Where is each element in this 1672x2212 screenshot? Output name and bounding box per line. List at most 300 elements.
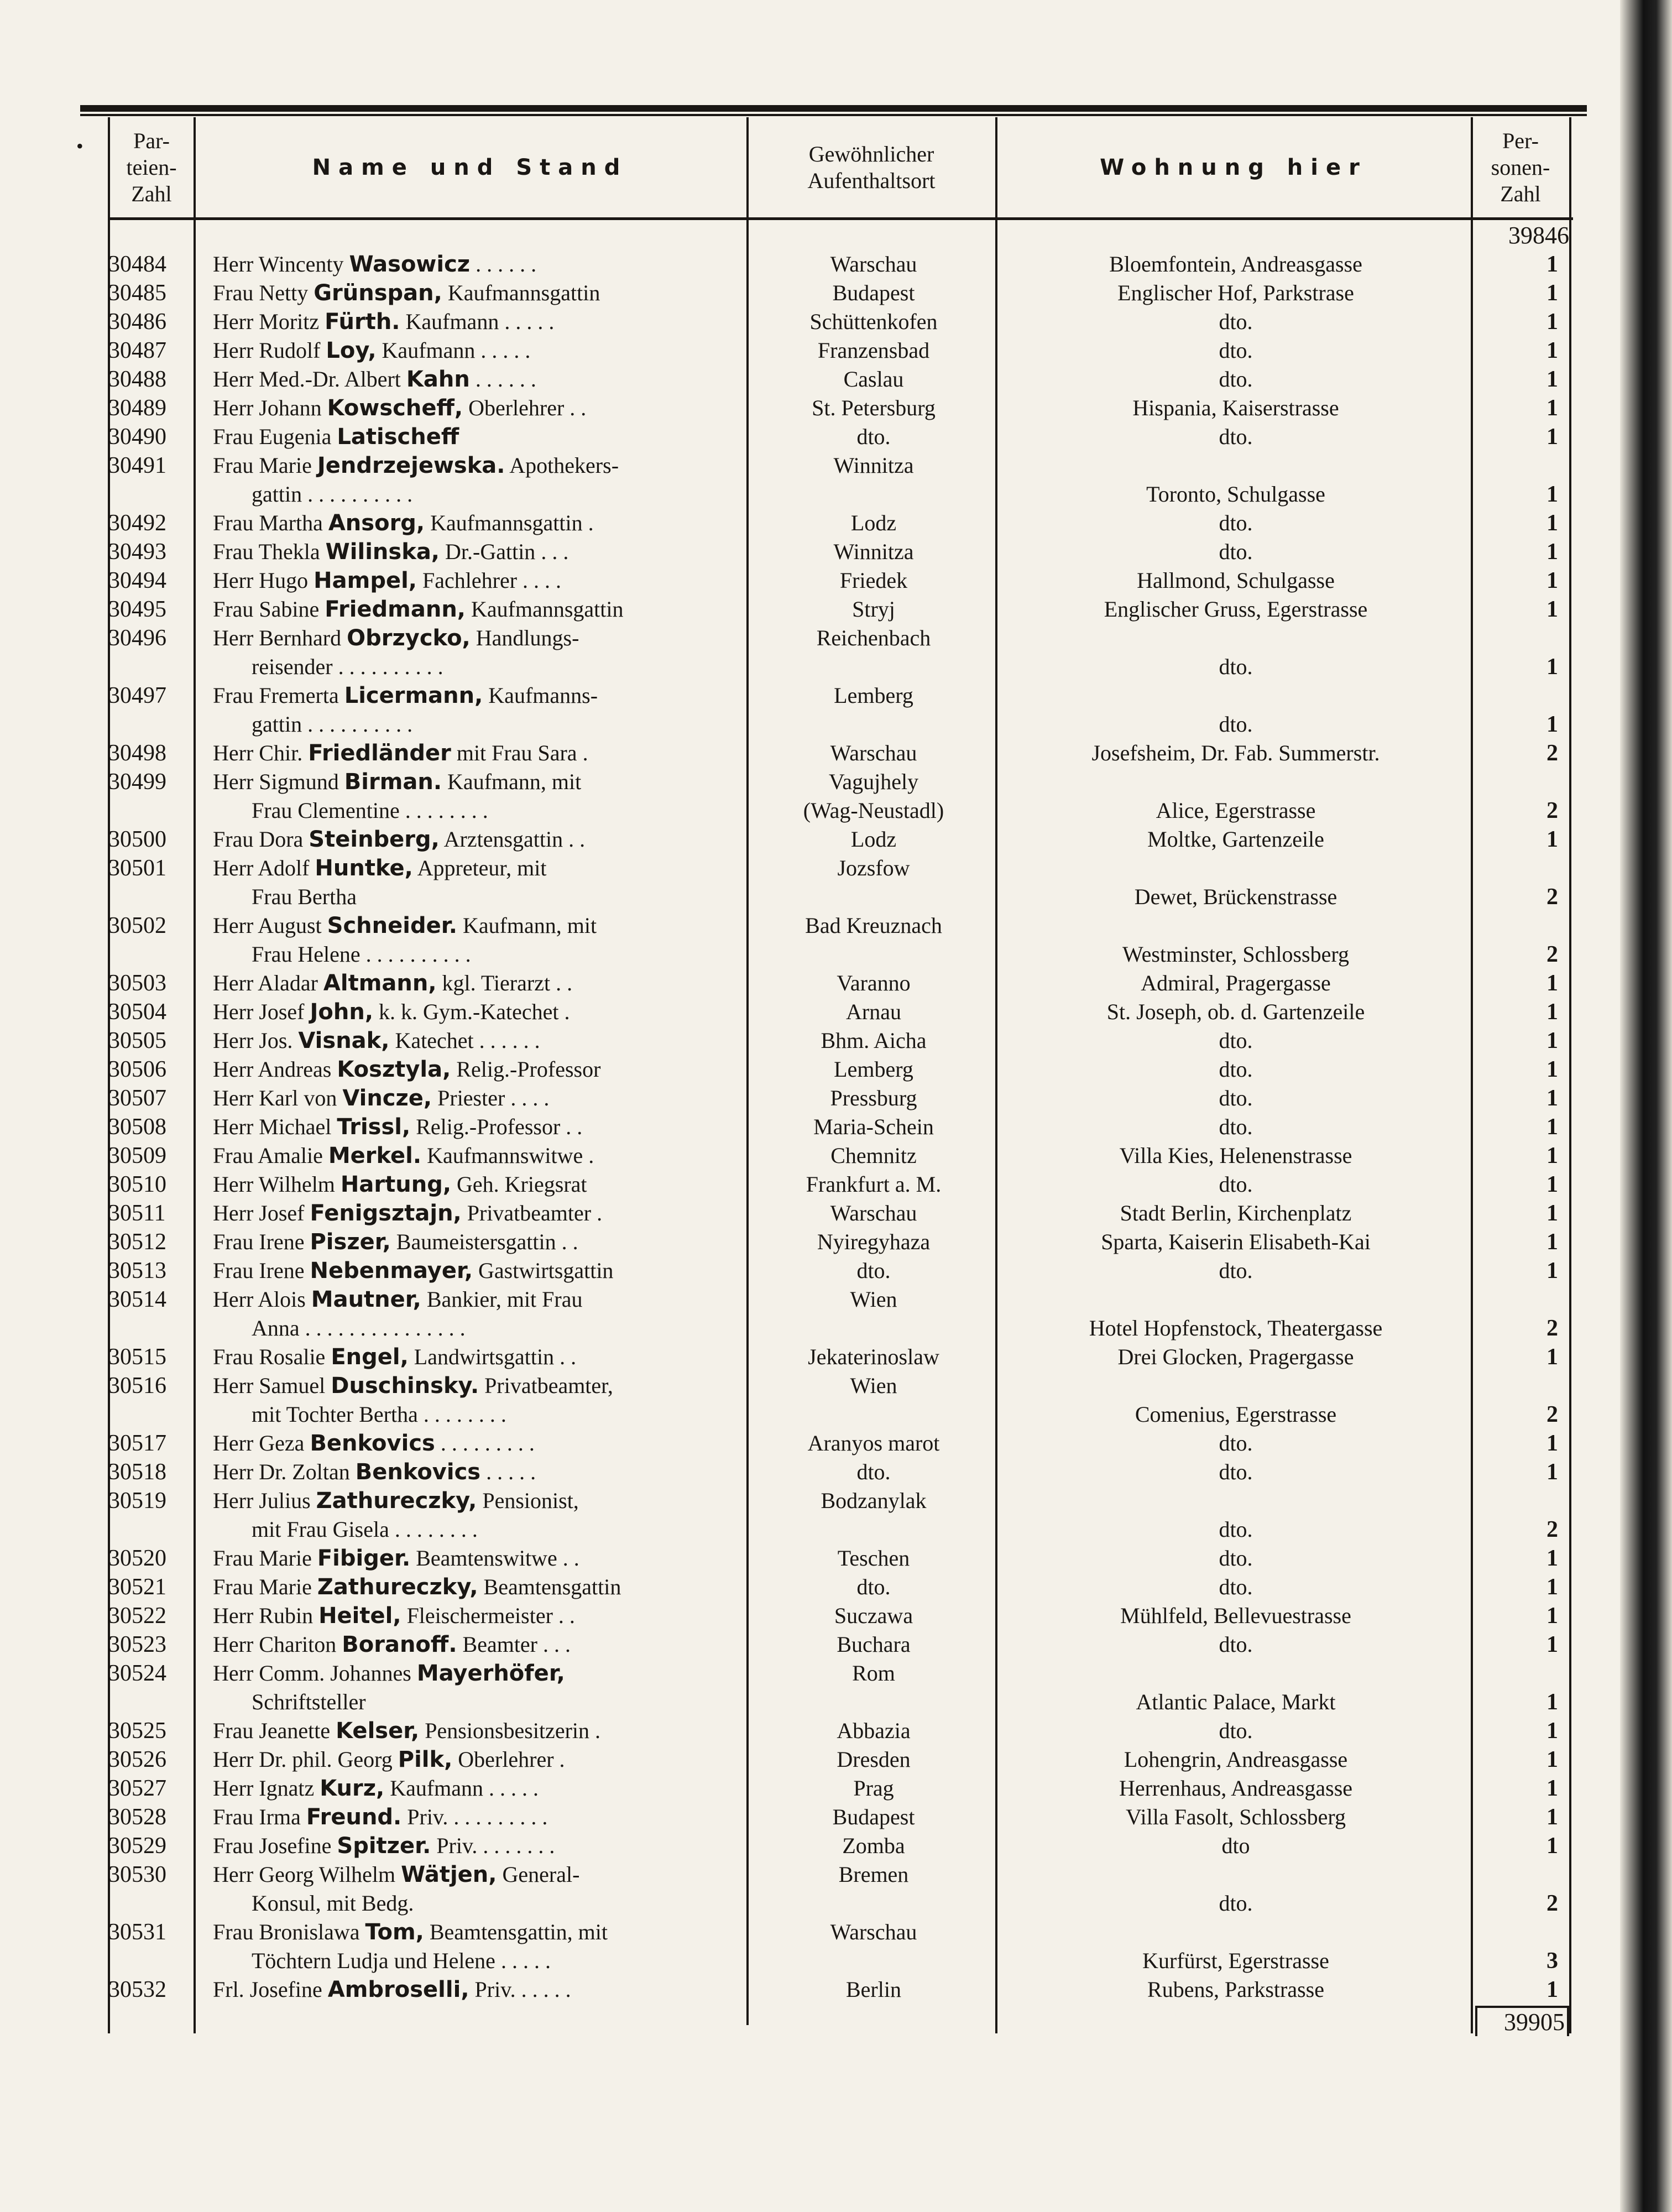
local-address: Englischer Hof, Parkstrase <box>1117 280 1354 305</box>
occupation: Kaufmannswitwe <box>421 1143 583 1168</box>
name-and-status <box>213 1717 744 1745</box>
entry-row <box>0 1803 1672 1832</box>
residence-line: (Wag-Neustadl) <box>803 798 944 823</box>
party-number: 30520 <box>108 1546 166 1571</box>
name-and-status <box>213 1544 744 1573</box>
given-name: Marie <box>259 453 312 478</box>
person-count: 1 <box>1546 1086 1558 1111</box>
leader-dots: .... <box>522 568 567 593</box>
name-and-status <box>213 307 744 336</box>
salutation: Frau <box>213 1546 254 1571</box>
local-address: Hispania, Kaiserstrasse <box>1132 395 1339 420</box>
party-number: 30502 <box>108 913 166 938</box>
given-name: Chir. <box>259 740 303 765</box>
usual-residence <box>752 1601 995 1630</box>
given-name: Andreas <box>258 1057 332 1082</box>
entry-row <box>0 1745 1672 1774</box>
entry-row <box>0 1659 1672 1717</box>
person-count: 1 <box>1546 1833 1558 1859</box>
usual-residence <box>752 1860 995 1889</box>
name-continuation <box>213 1314 744 1343</box>
name-line <box>213 1459 541 1484</box>
party-number: 30498 <box>108 740 166 766</box>
given-name: Netty <box>259 280 309 305</box>
party-number: 30513 <box>108 1258 166 1284</box>
name-and-status <box>213 911 744 969</box>
residence-line: Budapest <box>832 1804 915 1829</box>
name-and-status <box>213 1458 744 1486</box>
usual-residence <box>752 1832 995 1860</box>
header-line: Per- <box>1502 128 1539 153</box>
top-rule <box>80 105 1587 112</box>
salutation: Frau <box>213 1143 254 1168</box>
party-number: 30493 <box>108 539 166 565</box>
party-number: 30529 <box>108 1833 166 1859</box>
given-name: Julius <box>259 1488 311 1513</box>
entry-row <box>0 1458 1672 1486</box>
surname: Zathureczky, <box>317 1574 478 1600</box>
continuation-text: gattin <box>252 482 302 507</box>
person-count: 1 <box>1546 1574 1558 1600</box>
usual-residence <box>752 1343 995 1371</box>
local-address: Sparta, Kaiserin Elisabeth-Kai <box>1101 1229 1371 1254</box>
local-address: Villa Fasolt, Schlossberg <box>1126 1804 1346 1829</box>
residence-line: Warschau <box>830 252 917 276</box>
residence-line: Bodzanylak <box>821 1488 927 1513</box>
party-number: 30489 <box>108 395 166 421</box>
name-and-status <box>213 969 744 998</box>
person-count: 1 <box>1546 510 1558 536</box>
given-name: Thekla <box>258 539 320 564</box>
usual-residence <box>752 566 995 595</box>
name-line <box>213 1718 606 1743</box>
residence-line: Lemberg <box>834 683 913 708</box>
name-and-status <box>213 1285 744 1343</box>
name-and-status <box>213 1630 744 1659</box>
given-name: Alois <box>258 1287 306 1312</box>
occupation: Handlungs- <box>470 625 579 650</box>
occupation: Baumeistersgattin <box>390 1229 556 1254</box>
person-count: 1 <box>1546 971 1558 996</box>
name-line <box>213 625 579 650</box>
residence-line: Wien <box>850 1287 897 1312</box>
local-address: dto. <box>1219 1258 1253 1283</box>
local-address: Drei Glocken, Pragergasse <box>1117 1344 1354 1369</box>
name-line <box>213 1919 608 1944</box>
leader-dots: . <box>559 1747 571 1772</box>
surname: Zathureczky, <box>316 1488 477 1514</box>
entry-row <box>0 1170 1672 1199</box>
occupation: mit Frau Sara <box>451 740 577 765</box>
entry-row <box>0 1717 1672 1745</box>
usual-residence <box>752 336 995 365</box>
name-continuation <box>213 1947 744 1975</box>
surname: Kurz, <box>320 1776 385 1801</box>
local-address: Kurfürst, Egerstrasse <box>1142 1948 1329 1973</box>
given-name: Dr. phil. Georg <box>259 1747 393 1772</box>
leader-dots: ... <box>541 539 574 564</box>
name-line <box>213 1057 600 1082</box>
party-number: 30519 <box>108 1488 166 1514</box>
residence-line: Friedek <box>839 568 908 593</box>
name-and-status <box>213 681 744 739</box>
salutation: Frau <box>213 1344 254 1369</box>
residence-line: Maria-Schein <box>813 1114 934 1139</box>
carry-over-total: 39846 <box>1508 222 1569 249</box>
name-continuation <box>213 883 744 911</box>
party-number: 30488 <box>108 367 166 392</box>
local-address: dto. <box>1219 367 1253 392</box>
occupation: Bankier, mit Frau <box>421 1287 583 1312</box>
person-count: 2 <box>1546 942 1558 967</box>
entries-list <box>0 250 1672 2004</box>
party-number: 30530 <box>108 1862 166 1887</box>
name-and-status <box>213 1975 744 2004</box>
leader-dots: ........ <box>394 1517 483 1542</box>
residence-line: Dresden <box>837 1747 911 1772</box>
usual-residence <box>752 307 995 336</box>
given-name: Rubin <box>259 1603 314 1628</box>
leader-dots: ........ <box>405 798 494 823</box>
leader-dots: . <box>564 999 576 1024</box>
local-address: dto. <box>1219 1546 1253 1571</box>
person-count: 2 <box>1546 798 1558 823</box>
salutation: Herr <box>213 1114 254 1139</box>
salutation: Herr <box>213 1632 254 1657</box>
entry-row <box>0 1256 1672 1285</box>
salutation: Herr <box>213 1086 254 1110</box>
usual-residence <box>752 1918 995 1947</box>
person-count: 1 <box>1546 999 1558 1025</box>
occupation: Fleischermeister <box>401 1603 553 1628</box>
name-and-status <box>213 1026 744 1055</box>
party-number: 30509 <box>108 1143 166 1168</box>
entry-row <box>0 768 1672 825</box>
party-number: 30501 <box>108 855 166 881</box>
salutation: Frl. <box>213 1977 244 2002</box>
name-line <box>213 1143 599 1168</box>
salutation: Frau <box>213 1718 254 1743</box>
name-line <box>213 597 624 622</box>
residence-line: Winnitza <box>833 453 914 478</box>
surname: Benkovics <box>310 1431 435 1456</box>
salutation: Frau <box>213 1574 254 1599</box>
usual-residence <box>752 1544 995 1573</box>
name-continuation <box>213 1688 744 1717</box>
name-continuation <box>213 710 744 739</box>
usual-residence <box>752 595 995 624</box>
entry-row <box>0 1026 1672 1055</box>
entry-row <box>0 681 1672 739</box>
leader-dots: .... <box>510 1086 555 1110</box>
salutation: Herr <box>213 999 254 1024</box>
leader-dots: . <box>588 510 599 535</box>
salutation: Frau <box>213 539 254 564</box>
entry-row <box>0 451 1672 509</box>
name-and-status <box>213 1113 744 1141</box>
usual-residence <box>752 768 995 825</box>
surname: Fürth. <box>325 309 400 335</box>
leader-dots: ..... <box>480 338 536 363</box>
name-line <box>213 1747 571 1772</box>
person-count: 1 <box>1546 1804 1558 1830</box>
given-name: Eugenia <box>259 424 332 449</box>
local-address: Admiral, Pragergasse <box>1141 971 1331 995</box>
occupation: Priv. <box>469 1977 516 2002</box>
name-line <box>213 1258 613 1283</box>
name-line <box>213 1574 621 1599</box>
name-line <box>213 252 542 276</box>
surname: Tom, <box>365 1919 424 1945</box>
surname: Kosztyla, <box>337 1057 451 1082</box>
local-address: Villa Kies, Helenenstrasse <box>1119 1143 1352 1168</box>
party-number: 30508 <box>108 1114 166 1140</box>
local-address: Josefsheim, Dr. Fab. Summerstr. <box>1091 740 1380 765</box>
entry-row <box>0 854 1672 911</box>
name-and-status <box>213 566 744 595</box>
entry-row <box>0 250 1672 279</box>
leader-dots: .. <box>566 1114 588 1139</box>
usual-residence <box>752 998 995 1026</box>
given-name: Rudolf <box>259 338 321 363</box>
local-address: dto. <box>1219 1431 1253 1455</box>
leader-dots: .. <box>556 971 578 995</box>
residence-line: Teschen <box>837 1546 910 1571</box>
salutation: Herr <box>213 855 254 880</box>
person-count: 1 <box>1546 539 1558 565</box>
name-line <box>213 1977 577 2002</box>
salutation: Herr <box>213 1201 254 1225</box>
person-count: 1 <box>1546 1143 1558 1168</box>
salutation: Frau <box>213 1804 254 1829</box>
surname: Birman. <box>344 769 442 795</box>
local-address: dto. <box>1219 338 1253 363</box>
leader-dots: ............... <box>305 1316 471 1340</box>
local-address: Bloemfontein, Andreasgasse <box>1109 252 1362 276</box>
entry-row <box>0 1141 1672 1170</box>
header-line: Aufenthaltsort <box>807 168 936 193</box>
usual-residence <box>752 624 995 653</box>
surname: Mayerhöfer, <box>416 1661 565 1686</box>
given-name: Rosalie <box>259 1344 326 1369</box>
residence-line: Warschau <box>830 1201 917 1225</box>
leader-dots: .. <box>561 1229 584 1254</box>
residence-line: Bremen <box>838 1862 909 1887</box>
party-number: 30525 <box>108 1718 166 1744</box>
name-line <box>213 855 547 880</box>
name-and-status <box>213 595 744 624</box>
person-count: 1 <box>1546 1172 1558 1197</box>
local-address: Toronto, Schulgasse <box>1146 482 1325 507</box>
usual-residence <box>752 1371 995 1400</box>
given-name: Sigmund <box>259 769 339 794</box>
name-line <box>213 999 575 1024</box>
usual-residence <box>752 1429 995 1458</box>
person-count: 1 <box>1546 654 1558 680</box>
person-count: 1 <box>1546 1689 1558 1715</box>
leader-dots: ..... <box>486 1459 542 1484</box>
given-name: Samuel <box>259 1373 326 1398</box>
person-count: 1 <box>1546 309 1558 335</box>
top-rule-thin <box>80 114 1587 116</box>
header-line: teien- <box>126 154 177 180</box>
leader-dots: ..... <box>489 1776 545 1801</box>
salutation: Herr <box>213 625 254 650</box>
person-count: 1 <box>1546 280 1558 306</box>
occupation: Katechet <box>389 1028 474 1053</box>
local-address: dto. <box>1219 539 1253 564</box>
leader-dots: . <box>582 740 594 765</box>
residence-line: Jozsfow <box>837 855 910 880</box>
residence-line: Abbazia <box>837 1718 911 1743</box>
occupation: Beamtensgattin, mit <box>424 1919 608 1944</box>
party-number: 30514 <box>108 1287 166 1312</box>
usual-residence <box>752 365 995 394</box>
name-continuation <box>213 653 744 681</box>
entry-row <box>0 538 1672 566</box>
name-line <box>213 1804 553 1829</box>
local-address: Stadt Berlin, Kirchenplatz <box>1120 1201 1352 1225</box>
given-name: Marie <box>259 1546 312 1571</box>
person-count: 2 <box>1546 740 1558 766</box>
name-and-status <box>213 1860 744 1918</box>
occupation: Kaufmannsgattin <box>425 510 583 535</box>
header-name: Name und Stand <box>312 154 628 180</box>
name-line <box>213 1287 583 1312</box>
residence-line: Prag <box>853 1776 894 1801</box>
residence-line: Caslau <box>843 367 904 392</box>
occupation: k. k. Gym.-Katechet <box>373 999 559 1024</box>
name-and-status <box>213 854 744 911</box>
entry-row <box>0 307 1672 336</box>
usual-residence <box>752 1141 995 1170</box>
leader-dots: .......... <box>365 942 477 967</box>
occupation: Privatbeamter, <box>479 1373 613 1398</box>
residence-line: Rom <box>852 1661 895 1686</box>
name-continuation <box>213 796 744 825</box>
occupation: Apothekers- <box>505 453 619 478</box>
residence-line: Lodz <box>850 827 897 852</box>
surname: Merkel. <box>328 1143 422 1168</box>
occupation: Oberlehrer <box>463 395 565 420</box>
entry-row <box>0 336 1672 365</box>
occupation: Pensionist, <box>477 1488 579 1513</box>
name-line <box>213 827 591 852</box>
person-count: 1 <box>1546 1431 1558 1456</box>
name-and-status <box>213 279 744 307</box>
entry-row <box>0 509 1672 538</box>
occupation: Oberlehrer <box>452 1747 554 1772</box>
entry-row <box>0 1113 1672 1141</box>
name-line <box>213 1603 581 1628</box>
entry-row <box>0 1055 1672 1084</box>
local-address: dto. <box>1219 1086 1253 1110</box>
party-number: 30490 <box>108 424 166 450</box>
usual-residence <box>752 250 995 279</box>
party-number: 30496 <box>108 625 166 651</box>
name-and-status <box>213 624 744 681</box>
salutation: Herr <box>213 309 254 334</box>
residence-line: Stryj <box>852 597 895 622</box>
entry-row <box>0 911 1672 969</box>
name-and-status <box>213 538 744 566</box>
salutation: Frau <box>213 1258 254 1283</box>
given-name: Sabine <box>259 597 320 622</box>
given-name: Josef <box>259 1201 305 1225</box>
usual-residence <box>752 825 995 854</box>
party-number: 30516 <box>108 1373 166 1399</box>
party-number: 30526 <box>108 1747 166 1772</box>
name-and-status <box>213 1141 744 1170</box>
usual-residence <box>752 1285 995 1314</box>
surname: Benkovics <box>355 1459 481 1485</box>
surname: Spitzer. <box>337 1833 431 1859</box>
name-line <box>213 510 599 535</box>
given-name: Chariton <box>259 1632 337 1657</box>
leader-dots: ......... <box>453 1804 553 1829</box>
residence-line: Budapest <box>832 280 915 305</box>
person-count: 2 <box>1546 1517 1558 1542</box>
leader-dots: ... <box>543 1632 577 1657</box>
usual-residence <box>752 1486 995 1515</box>
surname: Hartung, <box>340 1172 452 1197</box>
party-number: 30507 <box>108 1086 166 1111</box>
usual-residence <box>752 1256 995 1285</box>
entry-row <box>0 1630 1672 1659</box>
name-line <box>213 309 560 334</box>
occupation: Arztensgattin <box>439 827 563 852</box>
given-name: Jos. <box>259 1028 293 1053</box>
occupation: Kaufmannsgattin <box>442 280 600 305</box>
local-address: Herrenhaus, Andreasgasse <box>1119 1776 1353 1801</box>
residence-line: St. Petersburg <box>812 395 936 420</box>
party-number: 30522 <box>108 1603 166 1629</box>
name-continuation <box>213 1515 744 1544</box>
occupation: Kaufmanns- <box>483 683 598 708</box>
person-count: 1 <box>1546 1258 1558 1284</box>
residence-line: dto. <box>856 1459 891 1484</box>
surname: Friedmann, <box>325 597 466 622</box>
surname: Visnak, <box>298 1028 390 1053</box>
entry-row <box>0 1429 1672 1458</box>
name-line <box>213 1172 587 1197</box>
local-address: dto. <box>1219 309 1253 334</box>
party-number: 30485 <box>108 280 166 306</box>
leader-dots: ....... <box>483 1833 561 1858</box>
person-count: 2 <box>1546 1402 1558 1427</box>
salutation: Herr <box>213 1431 254 1455</box>
occupation: Kaufmann <box>400 309 499 334</box>
surname: Kelser, <box>336 1718 420 1744</box>
person-count: 1 <box>1546 827 1558 852</box>
occupation: Kaufmann, mit <box>442 769 582 794</box>
name-continuation <box>213 1889 744 1918</box>
occupation: Kaufmann, mit <box>457 913 597 938</box>
surname: Boranoff. <box>342 1632 457 1657</box>
entry-row <box>0 1601 1672 1630</box>
party-number: 30505 <box>108 1028 166 1053</box>
entry-row <box>0 566 1672 595</box>
surname: Kahn <box>406 367 470 392</box>
residence-line: Varanno <box>837 971 911 995</box>
person-count: 1 <box>1546 338 1558 363</box>
name-and-status <box>213 1918 744 1975</box>
entry-row <box>0 1228 1672 1256</box>
given-name: Wilhelm <box>258 1172 335 1197</box>
surname: Fenigsztajn, <box>310 1201 462 1226</box>
local-address: dto. <box>1219 654 1253 679</box>
person-count: 1 <box>1546 1603 1558 1629</box>
